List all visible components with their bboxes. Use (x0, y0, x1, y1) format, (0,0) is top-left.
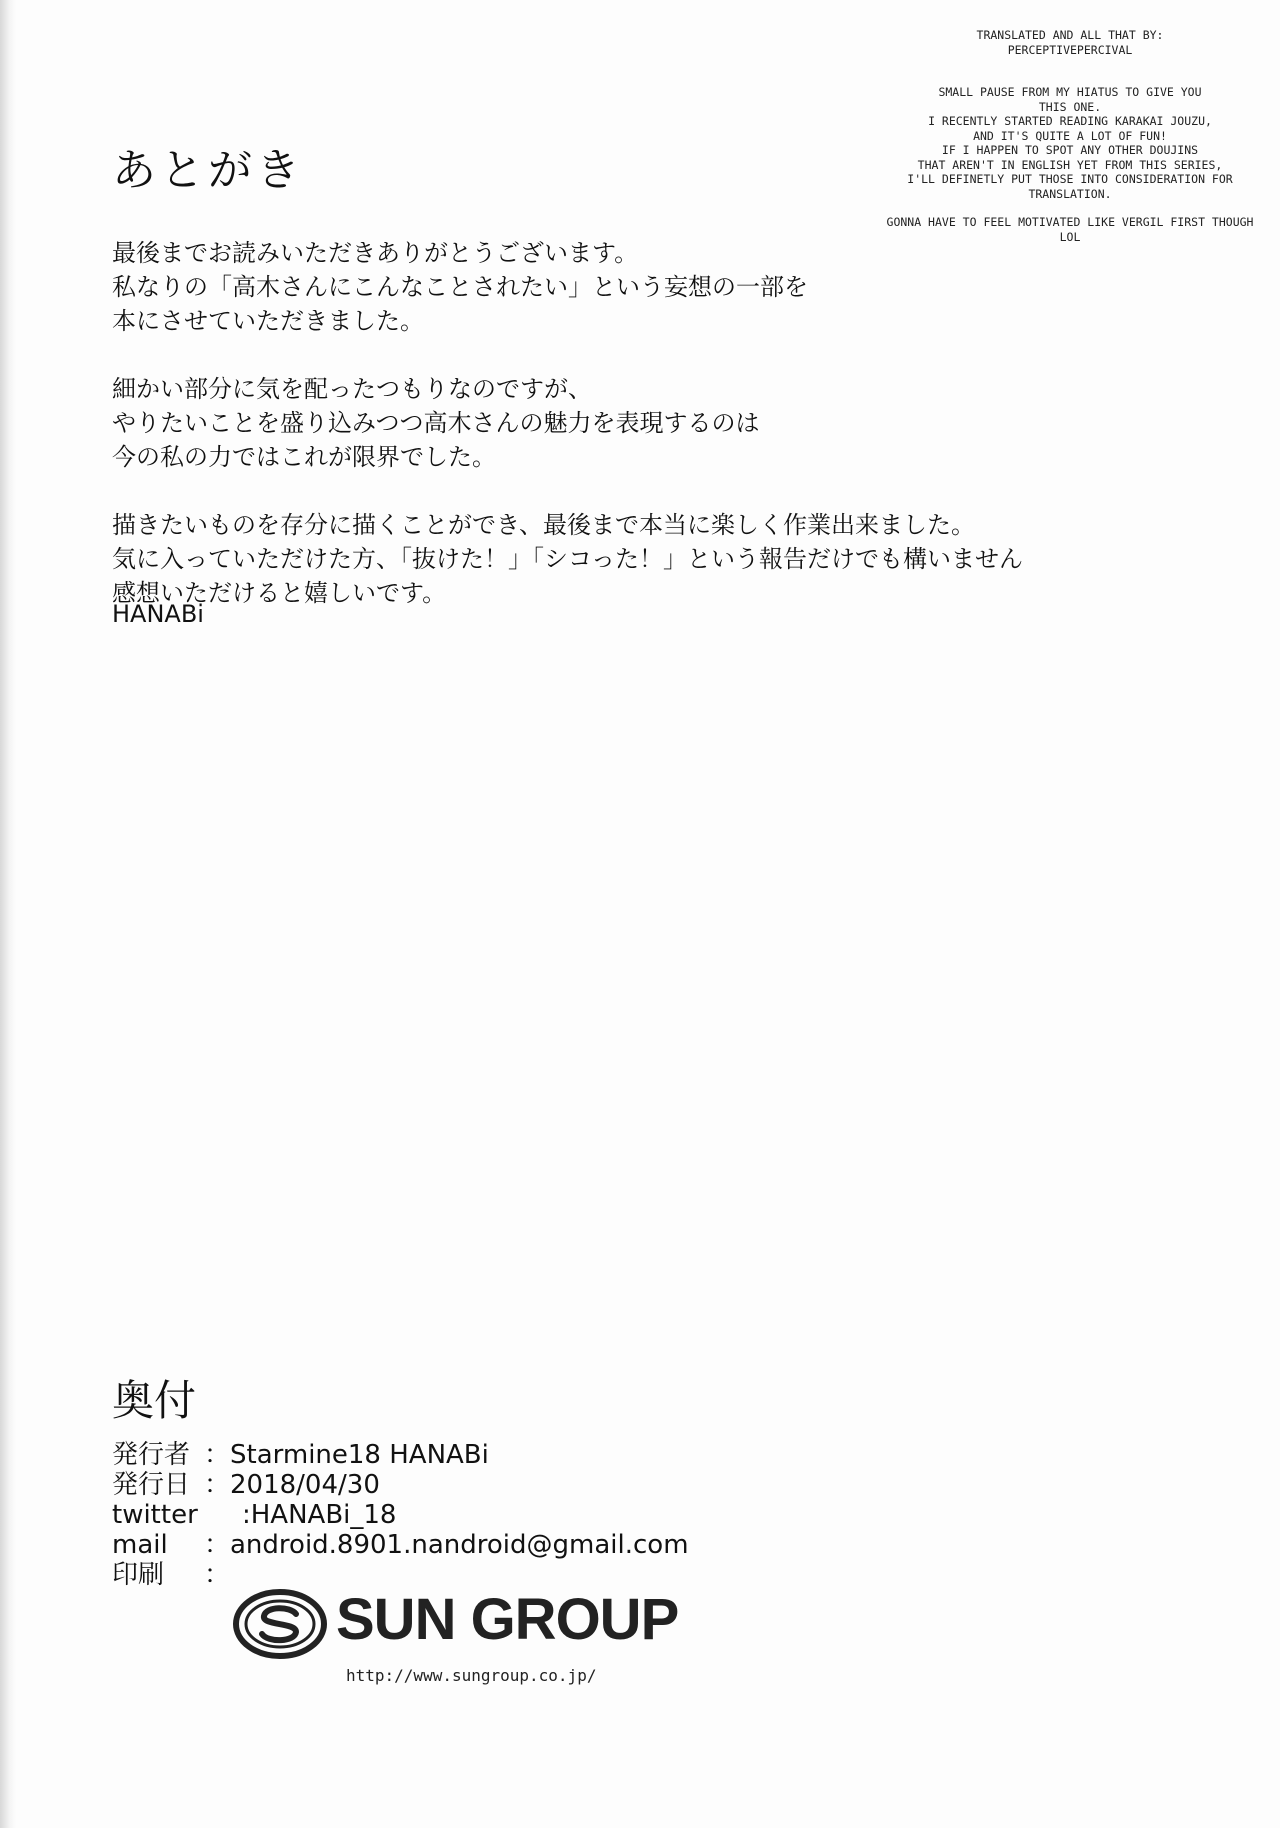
afterword-body (112, 236, 1112, 644)
note-line: THAT AREN'T IN ENGLISH YET FROM THIS SERIES, (917, 157, 1223, 172)
printing-value: ： (204, 1560, 231, 1590)
twitter-label: twitter (112, 1500, 198, 1530)
afterword-line: 本にさせていただきました。 (112, 307, 424, 335)
afterword-line: 感想いただけると嬉しいです。 (112, 579, 447, 607)
afterword-signature: HANABi (112, 600, 204, 628)
afterword-line: 最後までお読みいただきありがとうございます。 (112, 239, 639, 267)
date-label: 発行日 (112, 1470, 191, 1500)
printer-logo (228, 1578, 688, 1718)
note-line: PERCEPTIVEPERCIVAL (1007, 42, 1133, 57)
afterword-line: 細かい部分に気を配ったつもりなのですが、 (112, 375, 592, 403)
afterword-line: 気に入っていただけた方、「抜けた！」「シコった！」という報告だけでも構いません (112, 545, 1024, 573)
afterword-line: 私なりの「高木さんにこんなことされたい」という妄想の一部を (112, 273, 808, 301)
afterword-paragraph (112, 508, 1112, 610)
twitter-row (112, 1500, 689, 1530)
note-line: TRANSLATED AND ALL THAT BY: (976, 28, 1164, 42)
mail-label: mail (112, 1530, 168, 1560)
afterword-line: 描きたいものを存分に描くことができ、最後まで本当に楽しく作業出来ました。 (112, 511, 976, 539)
sun-group-logo-icon (232, 1588, 328, 1660)
twitter-value: :HANABi_18 (242, 1500, 397, 1530)
note-line: GONNA HAVE TO FEEL MOTIVATED LIKE VERGIL FIRST THOUGH (886, 215, 1254, 229)
printing-label: 印刷 (112, 1560, 165, 1590)
printer-url: http://www.sungroup.co.jp/ (346, 1666, 597, 1685)
afterword-line: 今の私の力ではこれが限界でした。 (112, 443, 496, 471)
printer-name: SUN GROUP (336, 1587, 679, 1652)
colophon-details (112, 1440, 689, 1590)
translator-note (880, 14, 1260, 244)
colophon-title: 奥付 (112, 1376, 197, 1425)
publisher-label: 発行者 (112, 1440, 191, 1470)
afterword-paragraph (112, 236, 1112, 338)
publisher-value: ：Starmine18 HANABi (204, 1440, 489, 1470)
publisher-row (112, 1440, 689, 1470)
note-line: I'LL DEFINETLY PUT THOSE INTO CONSIDERATION FOR (907, 172, 1233, 186)
afterword-line: やりたいことを盛り込みつつ高木さんの魅力を表現するのは (112, 409, 760, 437)
afterword-title: あとがき (112, 145, 304, 196)
mail-value: ：android.8901.nandroid@gmail.com (204, 1530, 689, 1560)
translator-message (880, 85, 1260, 201)
note-line: I RECENTLY STARTED READING KARAKAI JOUZU, (928, 114, 1212, 128)
note-line: THIS ONE. (1038, 99, 1102, 114)
mail-row (112, 1530, 689, 1560)
afterword-paragraph (112, 372, 1112, 474)
date-value: ：2018/04/30 (204, 1470, 380, 1500)
date-row (112, 1470, 689, 1500)
note-line: TRANSLATION. (1028, 186, 1112, 201)
note-line: SMALL PAUSE FROM MY HIATUS TO GIVE YOU (938, 85, 1202, 99)
note-line: LOL (1059, 229, 1081, 244)
note-line: IF I HAPPEN TO SPOT ANY OTHER DOUJINS (941, 143, 1199, 157)
note-line: AND IT'S QUITE A LOT OF FUN! (973, 128, 1167, 143)
page-binding-edge (0, 0, 16, 1828)
